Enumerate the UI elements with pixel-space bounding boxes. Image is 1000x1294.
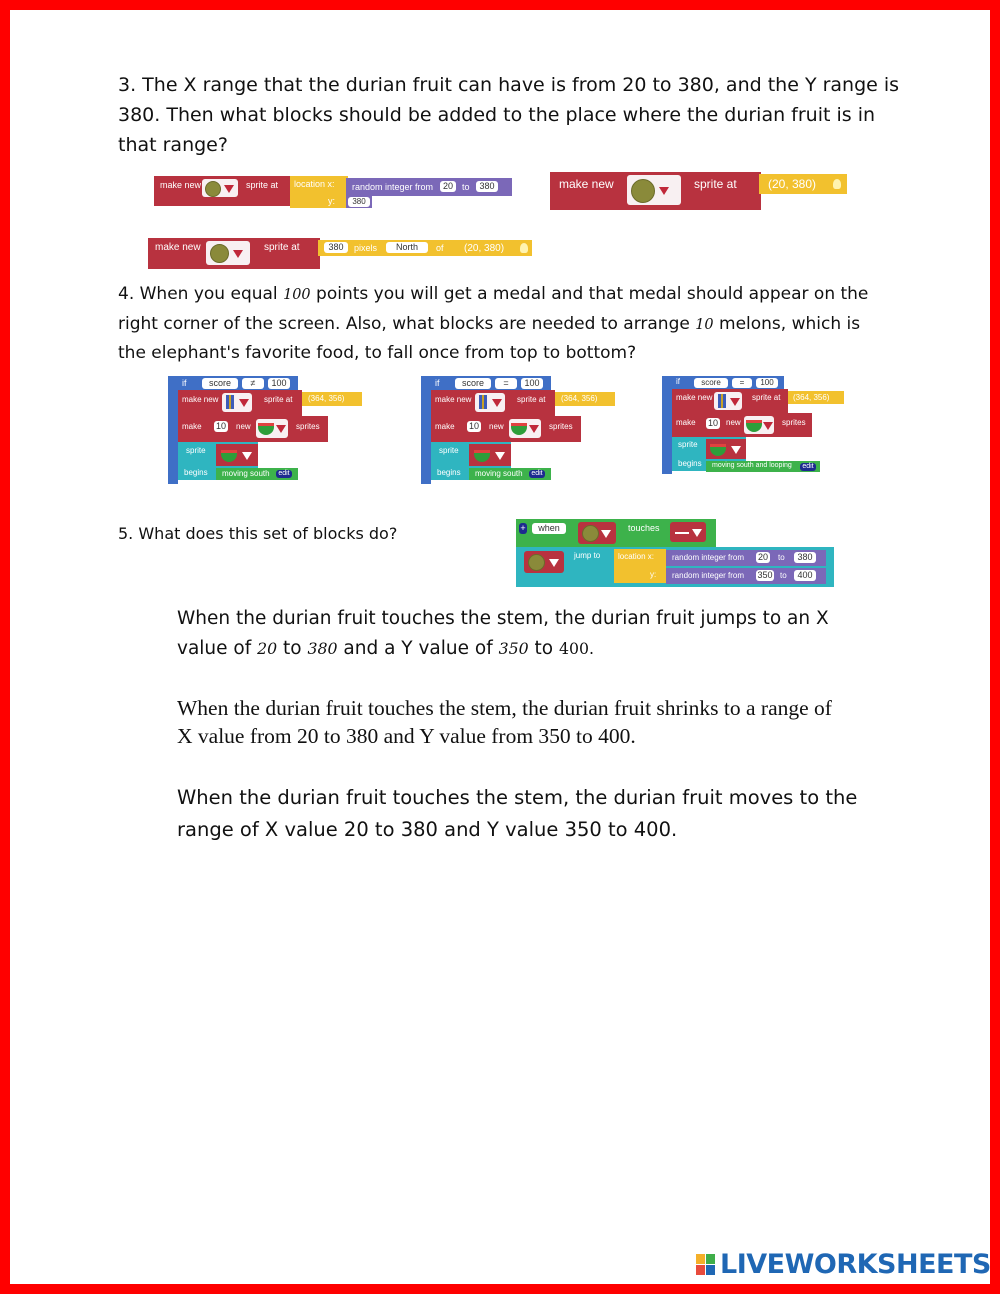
sprite-dropdown xyxy=(475,393,505,412)
x-to-value: 380 xyxy=(476,181,498,192)
make-sprites-block xyxy=(431,416,581,442)
question-4-line-3: the elephant's favorite food, to fall once from top to bottom? xyxy=(118,343,637,363)
if-block xyxy=(662,376,672,474)
pixels-value: 380 xyxy=(324,242,348,253)
chevron-down-icon xyxy=(492,399,502,407)
target-dropdown xyxy=(670,522,706,542)
chevron-down-icon xyxy=(239,399,249,407)
random-y-block xyxy=(666,568,826,584)
watermelon-icon xyxy=(511,423,527,435)
sprite-dropdown xyxy=(222,393,252,412)
position-value: (20, 380) xyxy=(464,243,505,254)
y-label: y: xyxy=(328,196,336,206)
durian-icon xyxy=(582,525,599,542)
location-block xyxy=(614,549,666,583)
position-value: (364, 356) xyxy=(793,393,830,402)
make-new-label: make new xyxy=(182,395,219,404)
sprite-at-label: sprite at xyxy=(246,180,279,190)
make-sprites-block xyxy=(672,413,812,437)
answer-option-1-line-2: value of 20 to 380 and a Y value of 350 to 400. xyxy=(177,638,594,659)
q4-option-c-blocks[interactable] xyxy=(662,376,844,476)
make-new-label: make new xyxy=(155,242,201,253)
durian-icon xyxy=(631,179,655,203)
durian-icon xyxy=(205,181,221,197)
if-block xyxy=(421,376,431,484)
make-new-block xyxy=(672,389,788,413)
q3-option-a-blocks[interactable] xyxy=(154,176,514,210)
sprite-dropdown xyxy=(509,419,541,438)
collapse-icon: + xyxy=(520,523,526,533)
x-from-value: 20 xyxy=(440,181,456,192)
chevron-down-icon xyxy=(763,422,773,430)
position-block xyxy=(302,392,362,406)
of-label: of xyxy=(436,243,444,253)
answer-option-2-line-2: X value from 20 to 380 and Y value from 350 to 400. xyxy=(177,724,636,748)
question-4-line-2: right corner of the screen. Also, what blocks are needed to arrange 10 melons, which is xyxy=(118,313,861,334)
q4-option-b-blocks[interactable] xyxy=(421,376,617,486)
event-dropdown: when xyxy=(532,523,566,534)
q3-option-b-blocks[interactable] xyxy=(550,172,848,212)
chevron-down-icon xyxy=(692,529,702,537)
make-new-label: make new xyxy=(559,177,614,191)
sprite-dropdown xyxy=(202,179,238,197)
make-new-block xyxy=(148,238,320,269)
liveworksheets-logo xyxy=(696,1249,991,1280)
begins-label: begins xyxy=(437,468,461,477)
sprite-dropdown xyxy=(744,416,774,434)
to-label: to xyxy=(778,553,785,562)
motion-block xyxy=(706,461,820,472)
chevron-down-icon xyxy=(549,559,559,567)
operator-dropdown: = xyxy=(732,378,752,388)
medal-icon xyxy=(226,395,234,409)
stem-icon xyxy=(675,532,689,534)
motion-label: moving south and looping xyxy=(712,462,792,469)
to-label: to xyxy=(780,571,787,580)
question-3 xyxy=(118,70,899,160)
begins-label: begins xyxy=(184,468,208,477)
question-3-line-2: 380. Then what blocks should be added to the place where the durian fruit is in xyxy=(118,104,876,126)
make-new-label: make new xyxy=(160,180,202,190)
sprite-dropdown-block xyxy=(469,444,511,466)
durian-icon xyxy=(210,244,229,263)
if-header xyxy=(421,376,551,390)
watermelon-icon xyxy=(474,450,490,462)
chevron-down-icon xyxy=(659,187,669,195)
lightbulb-icon xyxy=(520,243,528,253)
sprite-dropdown xyxy=(627,175,681,205)
question-4-line-1: 4. When you equal 100 points you will get a medal and that medal should appear on the xyxy=(118,284,869,304)
random-integer-label: random integer from xyxy=(352,182,434,192)
y-from-value: 350 xyxy=(757,570,773,580)
chevron-down-icon xyxy=(233,250,243,258)
durian-icon xyxy=(528,554,545,571)
answer-option-3[interactable] xyxy=(177,782,857,846)
sprite-at-label: sprite at xyxy=(264,242,300,253)
touches-label: touches xyxy=(628,523,660,533)
jump-to-label: jump to xyxy=(574,551,601,560)
sprite-dropdown-block xyxy=(216,444,258,466)
sprite-at-label: sprite at xyxy=(752,393,781,402)
sprite-dropdown xyxy=(578,522,616,544)
q4-option-a-blocks[interactable] xyxy=(168,376,364,486)
jump-to-block xyxy=(516,547,834,587)
score-variable: score xyxy=(694,378,728,388)
question-4 xyxy=(118,280,868,368)
medal-icon xyxy=(479,395,487,409)
pixels-label: pixels xyxy=(354,243,378,253)
chevron-down-icon xyxy=(224,185,234,193)
chevron-down-icon xyxy=(495,452,505,460)
random-integer-label: random integer from xyxy=(672,553,745,562)
sprite-at-label: sprite at xyxy=(694,177,737,191)
answer-option-3-line-1: When the durian fruit touches the stem, the durian fruit moves to the xyxy=(177,786,858,809)
if-block xyxy=(168,376,178,484)
sprite-label: sprite xyxy=(439,446,459,455)
sprite-label: sprite xyxy=(678,440,698,449)
new-label: new xyxy=(489,422,504,431)
watermelon-icon xyxy=(710,444,726,456)
chevron-down-icon xyxy=(242,452,252,460)
logo-text: LIVEWORKSHEETS xyxy=(720,1249,991,1280)
score-variable: score xyxy=(202,378,238,389)
score-value: 100 xyxy=(756,378,778,388)
sprites-label: sprites xyxy=(296,422,320,431)
chevron-down-icon xyxy=(276,425,286,433)
count-value: 10 xyxy=(215,421,226,431)
if-label: if xyxy=(676,377,680,386)
begins-label: begins xyxy=(678,459,702,468)
answer-option-1-line-1: When the durian fruit touches the stem, the durian fruit jumps to an X xyxy=(177,608,829,629)
pixels-direction-block xyxy=(318,240,532,256)
make-label: make xyxy=(182,422,202,431)
sprite-at-label: sprite at xyxy=(517,395,546,404)
sprite-dropdown-block xyxy=(706,439,746,459)
position-block xyxy=(759,174,847,194)
motion-block xyxy=(216,468,298,480)
y-label: y: xyxy=(650,570,657,579)
operator-dropdown: ≠ xyxy=(242,378,264,389)
edit-button: edit xyxy=(529,470,545,478)
sprites-label: sprites xyxy=(782,418,806,427)
new-label: new xyxy=(726,418,741,427)
position-block xyxy=(788,391,844,404)
question-5: 5. What does this set of blocks do? xyxy=(118,524,398,543)
y-value-block xyxy=(346,196,372,208)
chevron-down-icon xyxy=(731,446,741,454)
score-variable: score xyxy=(455,378,491,389)
new-label: new xyxy=(236,422,251,431)
if-header xyxy=(662,376,784,389)
location-x-label: location x: xyxy=(294,179,335,189)
watermelon-icon xyxy=(258,423,274,435)
sprite-label: sprite xyxy=(186,446,206,455)
score-value: 100 xyxy=(268,378,290,389)
make-sprites-block xyxy=(178,416,328,442)
sprites-label: sprites xyxy=(549,422,573,431)
motion-label: moving south xyxy=(475,469,523,478)
position-value: (20, 380) xyxy=(768,177,817,191)
make-new-block xyxy=(178,390,302,416)
q3-option-c-blocks[interactable] xyxy=(148,238,534,270)
random-integer-block xyxy=(346,178,512,196)
motion-block xyxy=(469,468,551,480)
when-touches-block xyxy=(516,519,716,547)
y-value: 380 xyxy=(348,197,370,207)
sprite-dropdown xyxy=(714,392,742,410)
watermelon-icon xyxy=(746,420,762,432)
chevron-down-icon xyxy=(601,530,611,538)
medal-icon xyxy=(718,394,726,408)
edit-button: edit xyxy=(800,463,816,471)
position-value: (364, 356) xyxy=(308,394,345,403)
make-label: make xyxy=(435,422,455,431)
lightbulb-icon xyxy=(833,179,841,189)
answer-option-2-line-1: When the durian fruit touches the stem, the durian fruit shrinks to a range of xyxy=(177,696,832,720)
sprite-dropdown xyxy=(524,551,564,573)
watermelon-icon xyxy=(221,450,237,462)
location-block xyxy=(290,176,348,208)
make-new-label: make new xyxy=(676,393,713,402)
question-3-line-1: 3. The X range that the durian fruit can have is from 20 to 380, and the Y range is xyxy=(118,74,900,96)
y-to-value: 400 xyxy=(794,570,816,581)
question-3-line-3: that range? xyxy=(118,134,228,156)
logo-icon xyxy=(696,1254,716,1276)
if-label: if xyxy=(182,378,187,388)
chevron-down-icon xyxy=(730,398,740,406)
location-x-label: location x: xyxy=(618,552,655,561)
sprite-dropdown xyxy=(206,241,250,265)
make-label: make xyxy=(676,418,696,427)
chevron-down-icon xyxy=(529,425,539,433)
sprite-at-label: sprite at xyxy=(264,395,293,404)
direction-dropdown: North xyxy=(386,242,428,253)
edit-button: edit xyxy=(276,470,292,478)
answer-option-3-line-2: range of X value 20 to 380 and Y value 350 to 400. xyxy=(177,818,678,841)
make-new-block xyxy=(154,176,292,206)
make-new-block xyxy=(431,390,555,416)
random-integer-label: random integer from xyxy=(672,571,745,580)
x-from-value: 20 xyxy=(757,552,768,562)
score-value: 100 xyxy=(521,378,543,389)
x-to-value: 380 xyxy=(794,552,816,563)
to-label: to xyxy=(462,182,470,192)
position-block xyxy=(555,392,615,406)
position-value: (364, 356) xyxy=(561,394,598,403)
count-value: 10 xyxy=(707,418,718,428)
answer-option-1[interactable] xyxy=(177,604,829,664)
if-label: if xyxy=(435,378,440,388)
count-value: 10 xyxy=(468,421,479,431)
motion-label: moving south xyxy=(222,469,270,478)
random-x-block xyxy=(666,550,826,566)
if-header xyxy=(168,376,298,390)
make-new-block xyxy=(550,172,761,210)
answer-option-2[interactable] xyxy=(177,694,832,750)
sprite-dropdown xyxy=(256,419,288,438)
q5-blocks xyxy=(516,519,834,587)
make-new-label: make new xyxy=(435,395,472,404)
operator-dropdown: = xyxy=(495,378,517,389)
